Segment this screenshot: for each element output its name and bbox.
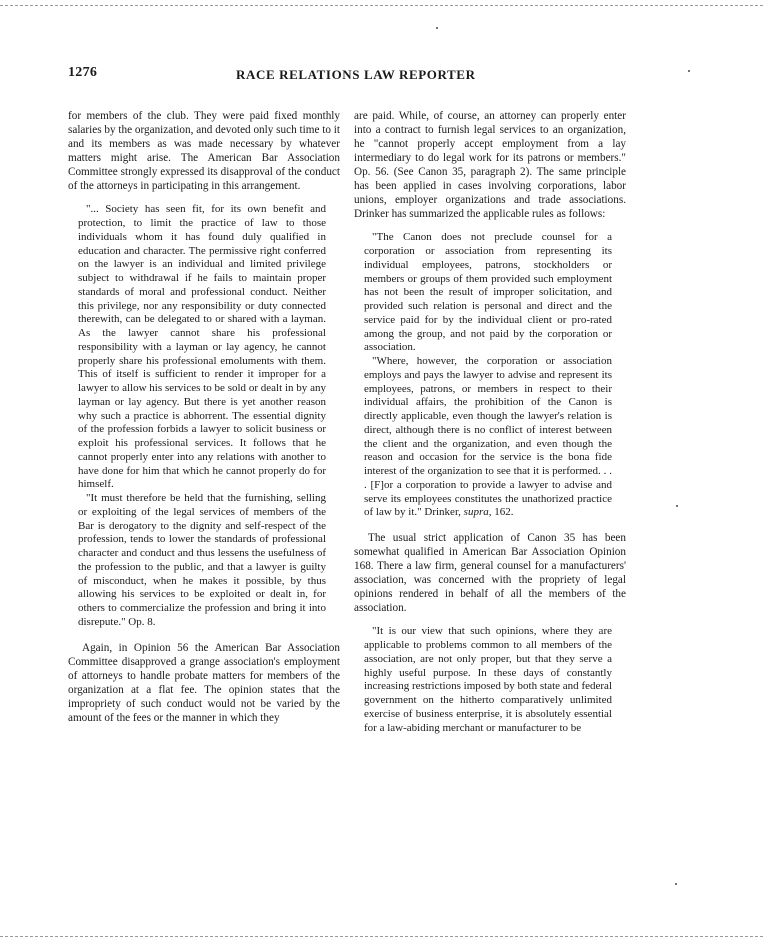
scan-edge-bottom — [0, 936, 763, 937]
right-column — [354, 109, 626, 746]
left-quote-paragraph-2: "It must therefore be held that the furnishing, selling or exploiting of the legal services of members of the Bar is derogatory to the dignity and self-respect of the profession, tends to lower the standards of professional character and conduct and thus lessens the usefulness of the profession to the public, and that a lawyer is guilty of misconduct, when he makes it possible, by thus allowing his services to be exploited or dealt in, for others to commercialize the profession and bring it into disrepute." Op. 8. — [78, 492, 326, 628]
right-paragraph-2: The usual strict application of Canon 35 has been somewhat qualified in American Bar Association Opinion 168. There a law firm, general counsel for a manufacturers' association, was concerned with the propriety of legal opinions rendered in behalf of all the members of the association. — [354, 532, 626, 615]
scan-speck — [675, 883, 677, 885]
right-block-quote-2 — [354, 625, 626, 735]
left-quote-paragraph-1: "... Society has seen fit, for its own benefit and protection, to limit the practice of law to those individuals whom it has found duly qualified in education and character. The permissive right conferred on the lawyer is an individual and limited privilege subject to withdrawal if he fails to maintain proper standards of moral and professional conduct. Neither this privilege, nor any responsibility or duty connected therewith, can be delegated to or shared with a layman. As the lawyer cannot share his professional responsibility with a layman or lay agency, he cannot properly share his professional emoluments with them. This of itself is sufficient to render it improper for a lawyer to allow his services to be sold or dealt in by any layman or lay agency. But there is yet another reason why such a practice is abhorrent. The essential dignity of the profession forbids a lawyer to solicit business or exploit his professional services. It follows that he cannot properly enter into any relations with another to have done for him that which he cannot properly do for himself. — [78, 203, 326, 491]
left-paragraph-2: Again, in Opinion 56 the American Bar Association Committee disapproved a grange association's employment of attorneys to handle probate matters for members of the organization at a flat fee. The opinion states that the impropriety of such conduct would not be varied by the amount of the fees or the manner in which they — [68, 641, 340, 724]
right-paragraph-1: are paid. While, of course, an attorney can properly enter into a contract to furnish legal services to an organization, he "cannot properly accept employment from a lay intermediary to do legal work for its patrons or members." Op. 56. (See Canon 35, paragraph 2). The same principle has been applied in cases involving corporations, labor unions, employer organizations and trade associations. Drinker has summarized the applicable rules as follows: — [354, 110, 626, 221]
left-column — [68, 109, 340, 735]
running-head: RACE RELATIONS LAW REPORTER — [236, 67, 476, 82]
supra-citation: supra — [463, 506, 489, 519]
scan-speck — [436, 27, 438, 29]
scan-edge-top — [0, 5, 763, 6]
right-quote-paragraph-2 — [364, 355, 612, 520]
page-number: 1276 — [68, 65, 98, 80]
scan-speck — [676, 505, 678, 507]
quote-text-end: , 162. — [488, 506, 514, 519]
left-block-quote — [68, 203, 340, 629]
right-quote-paragraph-1: "The Canon does not preclude counsel for a corporation or association from representing its individual employees, patrons, stockholders or members or groups of them provided such employment has not been the result of improper solicitation, and provided such relation is personal and direct and the service paid for by the individual client or pro-rated among the group, and not paid by the corporation or association. — [364, 231, 612, 354]
scan-speck — [688, 70, 690, 72]
left-paragraph-1: for members of the club. They were paid fixed monthly salaries by the organization, and devoted only such time to it and its members as was made necessary by whatever matters might arise. The American Bar Association Committee strongly expressed its disapproval of the conduct of the attorneys in participating in this arrangement. — [68, 110, 340, 193]
right-block-quote-1 — [354, 231, 626, 520]
right-quote-paragraph-3: "It is our view that such opinions, where they are applicable to problems common to all members of the association, are not only proper, but that they serve a highly useful purpose. In these days of constantly increasing restrictions imposed by both state and federal government on the hitherto comparatively unlimited exercise of business enterprise, it is absolutely essential for a law-abiding merchant or manufacturer to be — [364, 625, 612, 734]
quote-text: "Where, however, the corporation or association employs and pays the lawyer to advise and represent its employees, patrons, or members in respect to their individual affairs, the prohibition of the Canon is directly applicable, even though the lawyer's relation is direct, although there is no conflict of interest between the client and the organization, and even though the reason and occasion for the service is the bona fide interest of the organization to see that it is performed. . . . [F]or a corporation to provide a lawyer to advise and serve its employees constitutes the unathorized practice of law by it." Drinker, — [364, 355, 612, 519]
